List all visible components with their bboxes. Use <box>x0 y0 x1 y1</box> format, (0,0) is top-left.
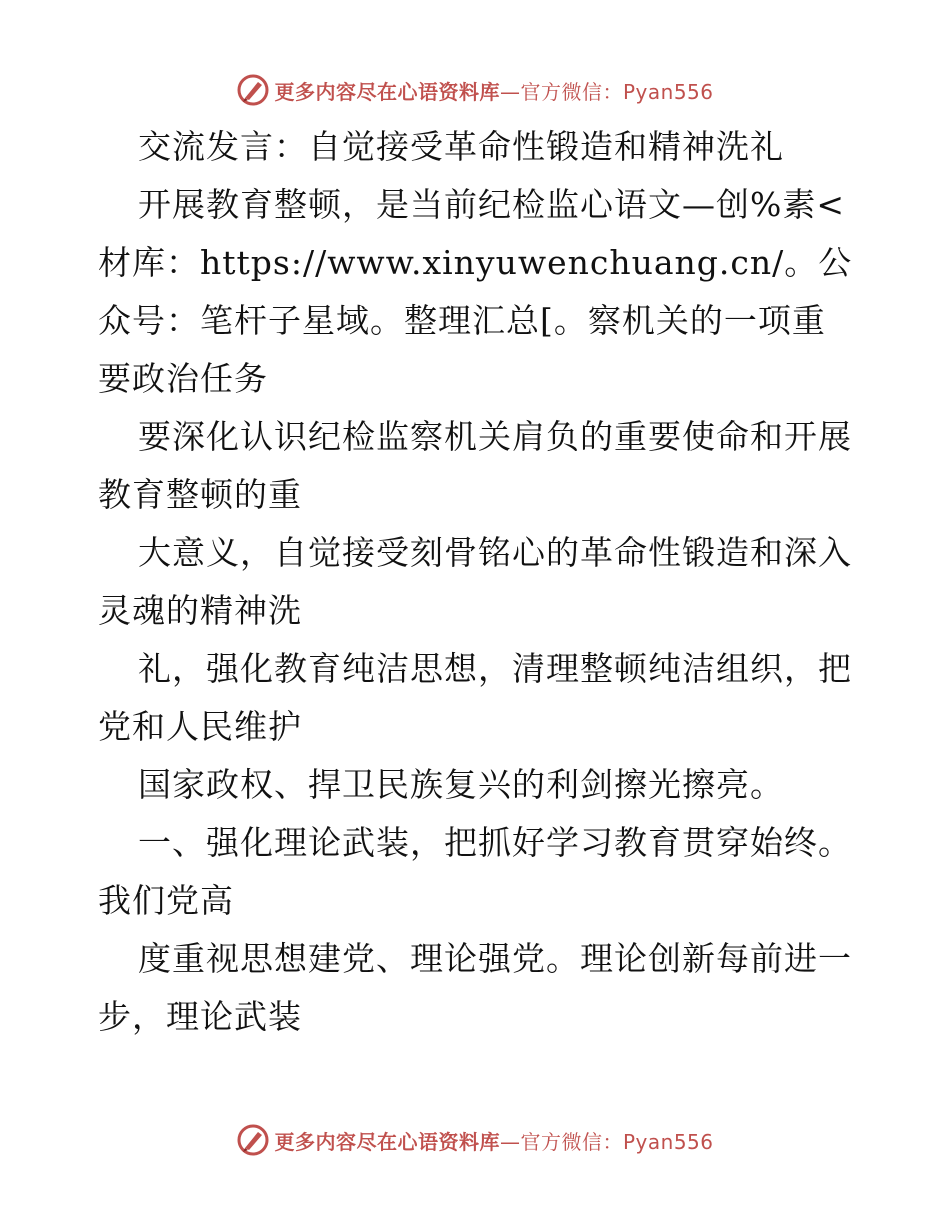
footer-banner <box>0 1120 950 1160</box>
footer-banner-id: Pyan556 <box>622 1129 714 1154</box>
pen-logo-icon <box>236 73 270 107</box>
paragraph-6: 一、强化理论武装，把抓好学习教育贯穿始终。我们党高 <box>98 823 852 920</box>
footer-banner-dash: — <box>499 1129 521 1154</box>
paragraph-5: 国家政权、捍卫民族复兴的利剑擦光擦亮。 <box>138 765 784 804</box>
header-banner-dash: — <box>499 79 521 104</box>
paragraph-7: 度重视思想建党、理论强党。理论创新每前进一步，理论武装 <box>98 939 852 1036</box>
footer-banner-main: 更多内容尽在心语资料库 <box>274 1129 500 1154</box>
header-banner <box>0 70 950 110</box>
paragraph-4: 礼，强化教育纯洁思想，清理整顿纯洁组织，把党和人民维护 <box>98 649 852 746</box>
header-banner-text <box>274 76 713 105</box>
paragraph-2: 要深化认识纪检监察机关肩负的重要使命和开展教育整顿的重 <box>98 417 852 514</box>
document-title: 交流发言：自觉接受革命性锻造和精神洗礼 <box>138 127 784 166</box>
header-banner-id: Pyan556 <box>622 79 714 104</box>
footer-banner-text <box>274 1126 713 1155</box>
header-banner-official: 官方微信： <box>520 79 623 104</box>
header-banner-main: 更多内容尽在心语资料库 <box>274 79 500 104</box>
pen-logo-icon <box>236 1123 270 1157</box>
paragraph-1: 开展教育整顿，是当前纪检监心语文—创%素<材库：https://www.xinyuwenchuang.cn/。公众号：笔杆子星域。整理汇总[。察机关的一项重要政治任务 <box>98 185 853 398</box>
paragraph-3: 大意义，自觉接受刻骨铭心的革命性锻造和深入灵魂的精神洗 <box>98 533 852 630</box>
footer-banner-official: 官方微信： <box>520 1129 623 1154</box>
document-body <box>98 118 858 1046</box>
